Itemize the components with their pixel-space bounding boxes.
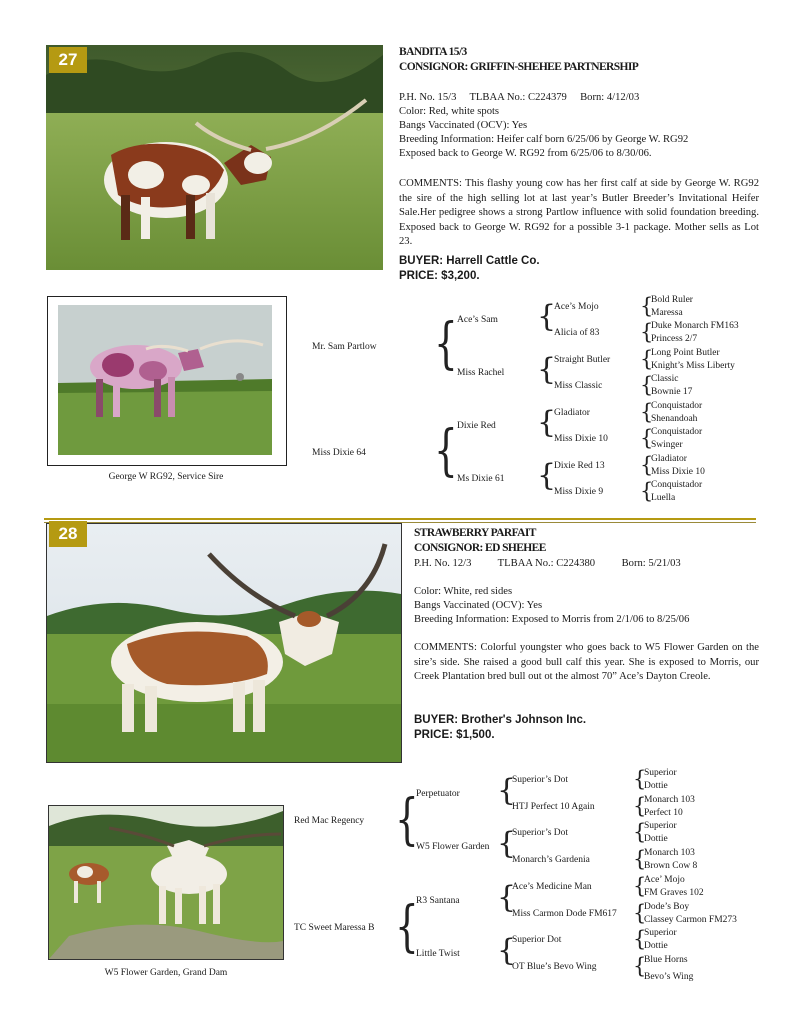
lot27-pedigree-g4-8: Bownie 17 [651,387,693,397]
lot28-brace-sire: { [395,788,419,852]
lot27-color: Color: Red, white spots [399,106,500,117]
lot28-pedigree-g3-5: Ace’s Medicine Man [512,882,592,892]
lot28-brace-g2-2: { [497,826,517,861]
lot27-brace-g2-3: { [537,405,557,440]
lot27-brace-g3-6: { [640,426,654,450]
lot27-sire-caption: George W RG92, Service Sire [108,472,224,482]
lot27-brace-g3-5: { [640,400,654,424]
lot28-brace-g2-4: { [497,933,517,968]
lot28-pedigree-g2-4: Little Twist [416,949,460,959]
lot28-pedigree-g4-5: Superior [644,821,677,831]
lot27-pedigree-g4-3: Duke Monarch FM163 [651,321,739,331]
lot27-pedigree-g2-4: Ms Dixie 61 [457,474,505,484]
lot28-breeding: Breeding Information: Exposed to Morris from 2/1/06 to 8/25/06 [414,614,690,625]
lot27-pedigree-g4-11: Conquistador [651,427,703,437]
lot27-buyer: BUYER: Harrell Cattle Co. [399,255,540,267]
lot27-pedigree-g3-8: Miss Dixie 9 [554,487,604,497]
lot27-exposed: Exposed back to George W. RG92 from 6/25/06 to 8/30/06. [399,148,652,159]
lot27-brace-g3-7: { [640,453,654,477]
lot28-pedigree-g4-16: Bevo’s Wing [644,972,694,982]
lot27-brace-g3-1: { [640,294,654,318]
lot28-buyer: BUYER: Brother's Johnson Inc. [414,714,587,726]
lot27-price: PRICE: $3,200. [399,270,480,282]
lot28-pedigree-g4-15: Blue Horns [644,955,688,965]
lot28-brace-g3-5: { [633,874,647,898]
lot27-pedigree-dam: Miss Dixie 64 [312,448,366,458]
lot28-pedigree-g4-2: Dottie [644,781,668,791]
lot28-brace-g3-2: { [633,794,647,818]
lot28-name: STRAWBERRY PARFAIT [414,527,536,539]
lot28-pedigree-g4-12: Classey Carmon FM273 [644,915,737,925]
lot28-number-badge: 28 [49,521,87,547]
lot28-brace-g3-8: { [633,954,647,978]
lot27-pedigree-g4-15: Conquistador [651,480,703,490]
lot28-pedigree-g3-1: Superior’s Dot [512,775,569,785]
lot27-pedigree-g4-4: Princess 2/7 [651,334,698,344]
lot27-brace-g2-2: { [537,352,557,387]
lot28-pedigree-g4-10: FM Graves 102 [644,888,704,898]
lot28-pedigree-g3-4: Monarch’s Gardenia [512,855,590,865]
lot28-pedigree-g4-6: Dottie [644,834,668,844]
lot28-pedigree-g4-3: Monarch 103 [644,795,695,805]
lot27-comments: COMMENTS: This flashy young cow has her first calf at side by George W. RG92 the sire of the high selling lot at last year’s Butler Breeder’s Invitational Heifer Sale.Her pedigree shows a strong Partlow influence with solid foundation breeding. Exposed back to George W. RG92 for a possible 3-1 package. Mother sells as Lot 23. [399,178,759,248]
lot28-brace-g2-1: { [497,773,517,808]
lot27-pedigree-g4-16: Luella [651,493,676,503]
lot28-pedigree-g3-7: Superior Dot [512,935,562,945]
lot28-pedigree-g2-1: Perpetuator [416,789,460,799]
lot28-pedigree-g4-8: Brown Cow 8 [644,861,698,871]
lot28-bangs: Bangs Vaccinated (OCV): Yes [414,600,543,611]
lot28-pedigree-g3-3: Superior’s Dot [512,828,569,838]
lot27-pedigree-g4-2: Maressa [651,308,683,318]
lot27-bangs: Bangs Vaccinated (OCV): Yes [399,120,528,131]
lot27-pedigree-g4-6: Knight’s Miss Liberty [651,361,735,371]
lot27-pedigree-g4-10: Shenandoah [651,414,698,424]
lot27-name: BANDITA 15/3 [399,46,467,58]
lot27-pedigree-g2-2: Miss Rachel [457,368,505,378]
lot27-brace-g2-4: { [537,458,557,493]
lot27-pedigree-g2-1: Ace’s Sam [457,315,498,325]
lot28-pedigree-sire: Red Mac Regency [294,816,365,826]
lot28-comments: COMMENTS: Colorful youngster who goes back to W5 Flower Garden on the sire’s side. She raised a good bull calf this year. She is exposed to Morris, our Creek Plantation bred bull out ot the almost 70” Ace’s Dayton Creole. [414,642,759,683]
lot27-brace-dam: { [434,419,458,483]
lot28-main-photo [46,523,402,763]
lot27-registration-line: P.H. No. 15/3 TLBAA No.: C224379 Born: 4/12/03 [399,92,640,103]
lot28-pedigree-g3-2: HTJ Perfect 10 Again [512,802,595,812]
lot28-pedigree-g4-11: Dode’s Boy [644,902,690,912]
lot27-breeding: Breeding Information: Heifer calf born 6/25/06 by George W. RG92 [399,134,689,145]
lot28-brace-g3-1: { [633,767,647,791]
lot28-brace-g3-3: { [633,820,647,844]
lot28-brace-g3-7: { [633,927,647,951]
lot27-sire-photo [47,296,287,466]
lot27-pedigree-g4-12: Swinger [651,440,683,450]
lot27-pedigree-g3-5: Gladiator [554,408,590,418]
section-divider [44,518,756,520]
lot28-brace-g3-4: { [633,847,647,871]
lot28-pedigree-g2-3: R3 Santana [416,896,460,906]
lot28-granddam-caption: W5 Flower Garden, Grand Dam [104,968,228,978]
lot28-pedigree-g2-2: W5 Flower Garden [416,842,490,852]
lot27-pedigree-g3-4: Miss Classic [554,381,603,391]
lot27-pedigree-g3-1: Ace’s Mojo [554,302,599,312]
lot27-brace-g3-4: { [640,373,654,397]
lot28-pedigree-g4-4: Perfect 10 [644,808,683,818]
lot27-number-badge: 27 [49,47,87,73]
lot27-brace-sire: { [434,312,458,376]
lot28-pedigree-g4-1: Superior [644,768,677,778]
lot27-pedigree-g3-2: Alicia of 83 [554,328,600,338]
lot28-color: Color: White, red sides [414,586,513,597]
lot28-pedigree-g4-7: Monarch 103 [644,848,695,858]
lot28-pedigree-g4-13: Superior [644,928,677,938]
lot27-brace-g3-3: { [640,347,654,371]
lot28-brace-dam: { [395,895,419,959]
lot27-consignor: CONSIGNOR: GRIFFIN-SHEHEE PARTNERSHIP [399,61,639,73]
lot27-brace-g3-8: { [640,479,654,503]
lot28-consignor: CONSIGNOR: ED SHEHEE [414,542,546,554]
lot28-brace-g3-6: { [633,901,647,925]
lot28-granddam-photo [48,805,284,960]
lot27-pedigree-g4-14: Miss Dixie 10 [651,467,705,477]
lot27-pedigree-g4-9: Conquistador [651,401,703,411]
lot28-pedigree-g3-6: Miss Carmon Dode FM617 [512,909,617,919]
lot27-pedigree-g4-7: Classic [651,374,679,384]
lot28-registration-line: P.H. No. 12/3 TLBAA No.: C224380 Born: 5/21/03 [414,558,681,569]
lot28-pedigree-g3-8: OT Blue’s Bevo Wing [512,962,597,972]
lot28-brace-g2-3: { [497,880,517,915]
lot27-pedigree-g2-3: Dixie Red [457,421,496,431]
lot27-pedigree-g3-7: Dixie Red 13 [554,461,605,471]
lot27-pedigree-g4-1: Bold Ruler [651,295,693,305]
lot27-brace-g3-2: { [640,320,654,344]
lot27-pedigree-g4-5: Long Point Butler [651,348,720,358]
lot27-pedigree-g3-3: Straight Butler [554,355,611,365]
lot28-pedigree-g4-9: Ace’ Mojo [644,875,685,885]
lot27-brace-g2-1: { [537,299,557,334]
lot28-pedigree-dam: TC Sweet Maressa B [294,923,375,933]
lot27-pedigree-g4-13: Gladiator [651,454,687,464]
lot28-pedigree-g4-14: Dottie [644,941,668,951]
lot28-price: PRICE: $1,500. [414,729,495,741]
lot27-main-photo [46,45,383,270]
lot27-pedigree-sire: Mr. Sam Partlow [312,342,377,352]
lot27-pedigree-g3-6: Miss Dixie 10 [554,434,608,444]
